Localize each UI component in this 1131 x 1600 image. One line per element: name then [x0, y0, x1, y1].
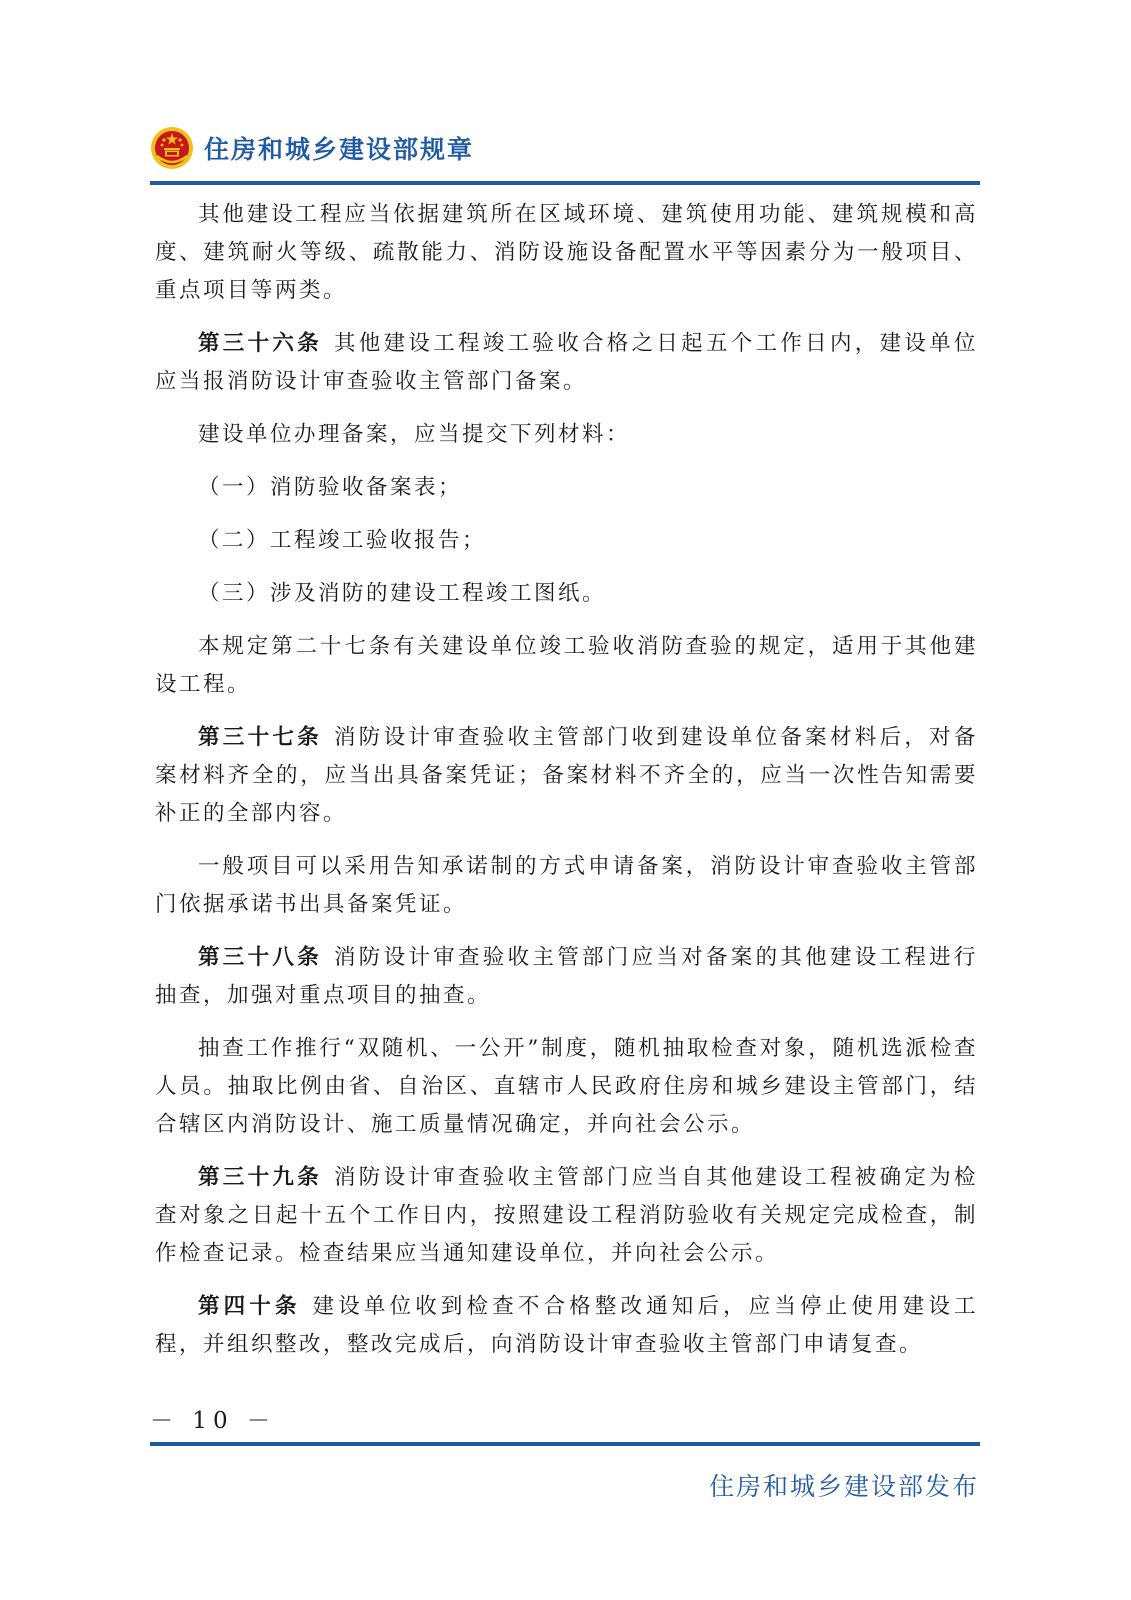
article-number: 第三十九条 [198, 1165, 322, 1190]
paragraph-text: 消防设计审查验收主管部门应当对备案的其他建设工程进行抽查，加强对重点项目的抽查。 [155, 945, 978, 1008]
paragraph-text: 其他建设工程应当依据建筑所在区域环境、建筑使用功能、建筑规模和高度、建筑耐火等级、疏散能力、消防设施设备配置水平等因素分为一般项目、重点项目等两类。 [155, 202, 978, 303]
paragraph-text: 建设单位收到检查不合格整改通知后，应当停止使用建设工程，并组织整改，整改完成后，向消防设计审查验收主管部门申请复查。 [155, 1294, 978, 1357]
paragraph-text: 建设单位办理备案，应当提交下列材料： [198, 422, 631, 447]
page-number: － 10 － [150, 1408, 276, 1434]
paragraph-text: （二）工程竣工验收报告； [198, 528, 487, 553]
list-item [155, 522, 978, 560]
footer-publisher: 住房和城乡建设部发布 [708, 1472, 979, 1501]
article-paragraph [155, 1159, 978, 1273]
list-item [155, 469, 978, 507]
national-emblem-icon [150, 126, 194, 170]
paragraph [155, 416, 978, 454]
paragraph-text: 抽查工作推行“双随机、一公开”制度，随机抽取检查对象，随机选派检查人员。抽取比例由省、自治区、直辖市人民政府住房和城乡建设主管部门，结合辖区内消防设计、施工质量情况确定，并向社会公示。 [155, 1036, 978, 1137]
paragraph-text: 本规定第二十七条有关建设单位竣工验收消防查验的规定，适用于其他建设工程。 [155, 634, 978, 697]
paragraph [155, 1030, 978, 1144]
article-number: 第四十条 [198, 1294, 301, 1319]
article-paragraph [155, 719, 978, 833]
article-paragraph [155, 939, 978, 1015]
page-header [150, 122, 474, 174]
paragraph-text: 其他建设工程竣工验收合格之日起五个工作日内，建设单位应当报消防设计审查验收主管部门备案。 [155, 331, 978, 394]
paragraph-text: （三）涉及消防的建设工程竣工图纸。 [198, 581, 607, 606]
article-number: 第三十六条 [198, 331, 322, 356]
article-paragraph [155, 325, 978, 401]
footer-rule [150, 1442, 980, 1446]
header-title: 住房和城乡建设部规章 [204, 135, 475, 164]
paragraph [155, 848, 978, 924]
paragraph-text: 消防设计审查验收主管部门收到建设单位备案材料后，对备案材料齐全的，应当出具备案凭证；备案材料不齐全的，应当一次性告知需要补正的全部内容。 [155, 725, 978, 826]
article-paragraph [155, 1288, 978, 1364]
paragraph-text: （一）消防验收备案表； [198, 475, 463, 500]
paragraph [155, 628, 978, 704]
article-number: 第三十八条 [198, 945, 322, 970]
paragraph [155, 196, 978, 310]
article-number: 第三十七条 [198, 725, 322, 750]
document-body [155, 196, 978, 1379]
header-rule [150, 181, 980, 185]
list-item [155, 575, 978, 613]
paragraph-text: 一般项目可以采用告知承诺制的方式申请备案，消防设计审查验收主管部门依据承诺书出具备案凭证。 [155, 854, 978, 917]
paragraph-text: 消防设计审查验收主管部门应当自其他建设工程被确定为检查对象之日起十五个工作日内，按照建设工程消防验收有关规定完成检查，制作检查记录。检查结果应当通知建设单位，并向社会公示。 [155, 1165, 978, 1266]
